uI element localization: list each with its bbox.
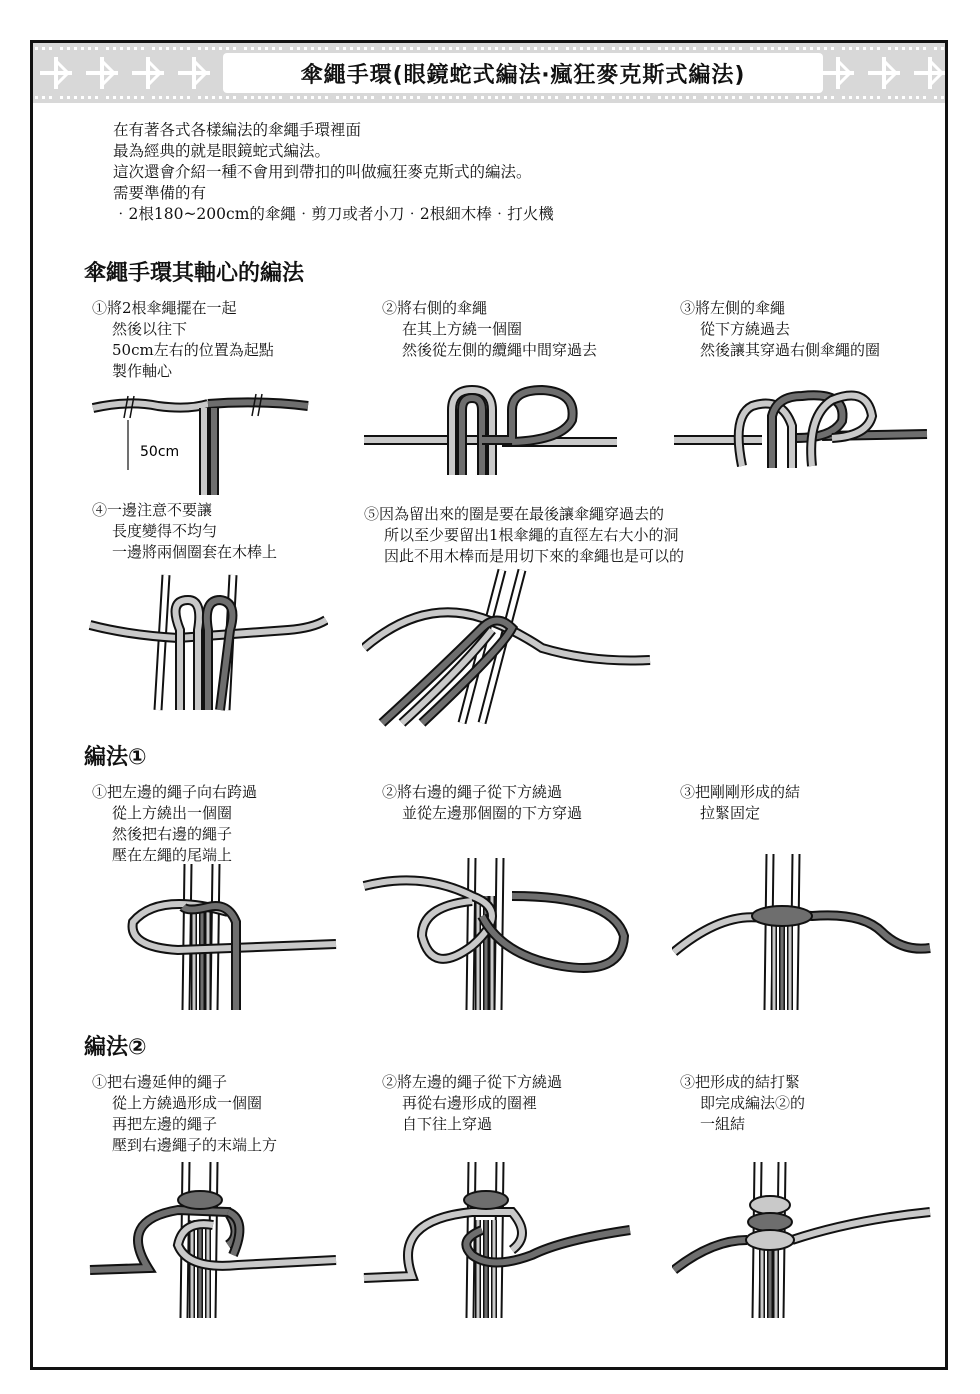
step-number: ② bbox=[382, 783, 398, 801]
step-line: 因此不用木棒而是用切下來的傘繩也是可以的 bbox=[384, 547, 685, 565]
method2-step-1-caption bbox=[92, 1072, 277, 1156]
intro-line: 最為經典的就是眼鏡蛇式編法。 bbox=[113, 142, 331, 160]
method1-step-3-caption bbox=[680, 782, 800, 824]
length-label: 50cm bbox=[140, 444, 180, 460]
step-line: 然後以往下 bbox=[112, 320, 188, 338]
page-title: 傘繩手環(眼鏡蛇式編法‧瘋狂麥克斯式編法) bbox=[223, 53, 823, 93]
step-number: ④ bbox=[92, 501, 108, 519]
step-line: 然後讓其穿過右側傘繩的圈 bbox=[700, 341, 881, 359]
step-line: 然後從左側的纜繩中間穿過去 bbox=[402, 341, 598, 359]
method2-step-2-caption bbox=[382, 1072, 562, 1135]
step-line: 再從右邊形成的圈裡 bbox=[402, 1094, 538, 1112]
step-line: 從上方繞出一個圈 bbox=[112, 804, 233, 822]
section-heading-core: 傘繩手環其軸心的編法 bbox=[84, 261, 305, 286]
method1-step-1-caption bbox=[92, 782, 257, 866]
step-line: 將左側的傘繩 bbox=[695, 299, 786, 317]
core-step-2-caption bbox=[382, 298, 597, 361]
intro-line: 在有著各式各樣編法的傘繩手環裡面 bbox=[113, 121, 362, 139]
core-step-1-caption bbox=[92, 298, 274, 382]
knot bbox=[750, 1196, 790, 1214]
step-line: 將右邊的繩子從下方繞過 bbox=[397, 783, 563, 801]
step-line: 即完成編法②的 bbox=[700, 1094, 806, 1112]
step-number: ① bbox=[92, 299, 108, 317]
method1-step-1-illustration bbox=[118, 862, 338, 1012]
step-line: 長度變得不均勻 bbox=[112, 522, 218, 540]
step-line: 一組結 bbox=[700, 1115, 746, 1133]
intro-line: ‧2根180~200cm的傘繩‧剪刀或者小刀‧2根細木棒‧打火機 bbox=[113, 205, 554, 223]
intro-line: 這次還會介紹一種不會用到帶扣的叫做瘋狂麥克斯式的編法。 bbox=[113, 163, 532, 181]
step-number: ① bbox=[92, 1073, 108, 1091]
step-line: 所以至少要留出1根傘繩的直徑左右大小的洞 bbox=[384, 526, 679, 544]
step-line: 因為留出來的圈是要在最後讓傘繩穿過去的 bbox=[379, 505, 665, 523]
step-line: 並從左邊那個圈的下方穿過 bbox=[402, 804, 583, 822]
method1-step-2-caption bbox=[382, 782, 582, 824]
step-line: 再把左邊的繩子 bbox=[112, 1115, 218, 1133]
title-banner bbox=[33, 43, 945, 103]
step-line: 壓在左繩的尾端上 bbox=[112, 846, 233, 864]
knot bbox=[464, 1191, 508, 1209]
core-step-3-illustration bbox=[672, 376, 932, 476]
step-line: 50cm左右的位置為起點 bbox=[112, 341, 274, 359]
step-line: 壓到右邊繩子的末端上方 bbox=[112, 1136, 278, 1154]
step-line: 從上方繞過形成一個圈 bbox=[112, 1094, 263, 1112]
core-step-2-illustration bbox=[362, 380, 622, 480]
step-line: 將右側的傘繩 bbox=[397, 299, 488, 317]
knot bbox=[748, 1213, 792, 1231]
step-line: 一邊注意不要讓 bbox=[107, 501, 213, 519]
knot bbox=[752, 906, 812, 926]
step-number: ② bbox=[382, 1073, 398, 1091]
step-line: 把右邊延伸的繩子 bbox=[107, 1073, 228, 1091]
method2-step-2-illustration bbox=[362, 1160, 632, 1320]
core-step-5-caption bbox=[364, 504, 684, 567]
step-line: 自下往上穿過 bbox=[402, 1115, 493, 1133]
method2-step-3-illustration bbox=[672, 1160, 932, 1320]
step-line: 製作軸心 bbox=[112, 362, 173, 380]
step-line: 把剛剛形成的結 bbox=[695, 783, 801, 801]
step-number: ⑤ bbox=[364, 505, 380, 523]
step-line: 從下方繞過去 bbox=[700, 320, 791, 338]
section-heading-method1: 編法① bbox=[84, 745, 147, 770]
step-line: 在其上方繞一個圈 bbox=[402, 320, 523, 338]
method1-step-2-illustration bbox=[362, 856, 632, 1012]
knot bbox=[746, 1230, 794, 1250]
step-number: ① bbox=[92, 783, 108, 801]
knot bbox=[178, 1191, 222, 1209]
method1-step-3-illustration bbox=[672, 852, 932, 1012]
step-line: 一邊將兩個圈套在木棒上 bbox=[112, 543, 278, 561]
step-number: ② bbox=[382, 299, 398, 317]
method2-step-3-caption bbox=[680, 1072, 805, 1135]
step-line: 把左邊的繩子向右跨過 bbox=[107, 783, 258, 801]
step-line: 將左邊的繩子從下方繞過 bbox=[397, 1073, 563, 1091]
step-number: ③ bbox=[680, 299, 696, 317]
method2-step-1-illustration bbox=[88, 1160, 338, 1320]
core-step-1-illustration bbox=[88, 390, 328, 500]
core-step-5-illustration bbox=[362, 568, 652, 728]
step-number: ③ bbox=[680, 1073, 696, 1091]
step-line: 然後把右邊的繩子 bbox=[112, 825, 233, 843]
intro-line: 需要準備的有 bbox=[113, 184, 207, 202]
core-step-4-illustration bbox=[88, 570, 328, 715]
step-number: ③ bbox=[680, 783, 696, 801]
step-line: 將2根傘繩擺在一起 bbox=[107, 299, 237, 317]
step-line: 拉緊固定 bbox=[700, 804, 761, 822]
core-step-3-caption bbox=[680, 298, 880, 361]
section-heading-method2: 編法② bbox=[84, 1035, 147, 1060]
step-line: 把形成的結打緊 bbox=[695, 1073, 801, 1091]
core-step-4-caption bbox=[92, 500, 277, 563]
intro-text bbox=[113, 120, 554, 225]
